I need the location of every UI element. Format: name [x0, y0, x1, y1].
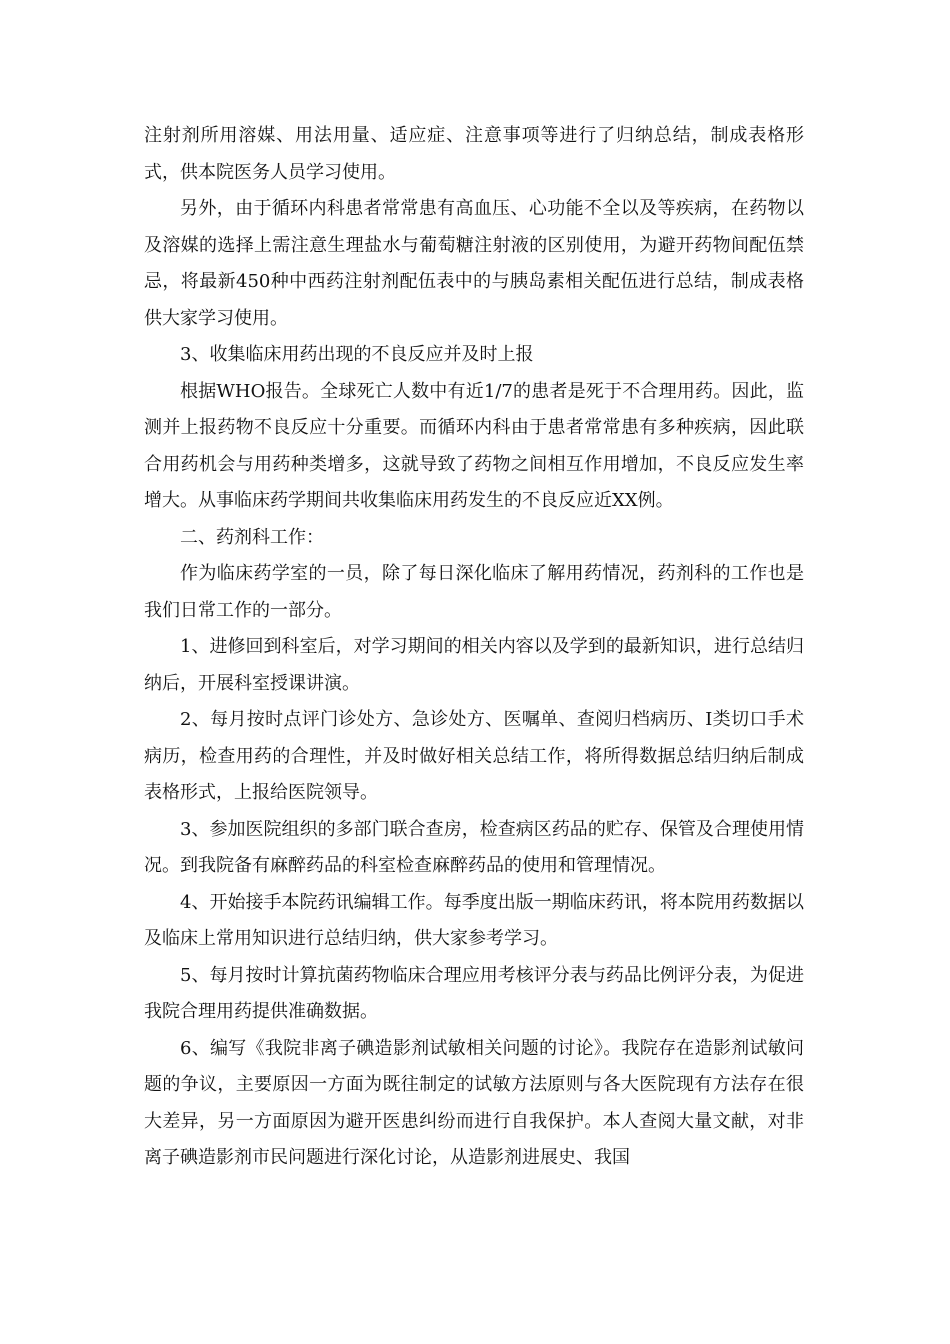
- paragraph-cardiology-medication: 另外，由于循环内科患者常常患有高血压、心功能不全以及等疾病，在药物以及溶媒的选择上需注意生理盐水与葡萄糖注射液的区别使用，为避开药物间配伍禁忌，将最新450种中西药注射剂配伍表中的与胰岛素相关配伍进行总结，制成表格供大家学习使用。: [144, 198, 804, 329]
- paragraph-continuation: 注射剂所用溶媒、用法用量、适应症、注意事项等进行了归纳总结，制成表格形式，供本院医务人员学习使用。: [144, 125, 804, 183]
- list-item-1: 1、进修回到科室后，对学习期间的相关内容以及学到的最新知识，进行总结归纳后，开展科室授课讲演。: [144, 636, 804, 694]
- paragraph-pharmacy-intro: 作为临床药学室的一员，除了每日深化临床了解用药情况，药剂科的工作也是我们日常工作的一部分。: [144, 563, 804, 621]
- list-item-5: 5、每月按时计算抗菌药物临床合理应用考核评分表与药品比例评分表，为促进我院合理用药提供准确数据。: [144, 964, 804, 1022]
- document-body: [144, 118, 804, 1177]
- section-heading-pharmacy-work: 二、药剂科工作：: [180, 526, 324, 548]
- section-heading-adverse-reactions: 3、收集临床用药出现的不良反应并及时上报: [180, 344, 534, 365]
- list-item-3: 3、参加医院组织的多部门联合查房，检查病区药品的贮存、保管及合理使用情况。到我院备有麻醉药品的科室检查麻醉药品的使用和管理情况。: [144, 818, 804, 876]
- list-item-2: 2、每月按时点评门诊处方、急诊处方、医嘱单、查阅归档病历、Ⅰ类切口手术病历，检查用药的合理性，并及时做好相关总结工作，将所得数据总结归纳后制成表格形式，上报给医院领导。: [144, 709, 804, 803]
- paragraph-who-report: 根据WHO报告。全球死亡人数中有近1/7的患者是死于不合理用药。因此，监测并上报药物不良反应十分重要。而循环内科由于患者常常患有多种疾病，因此联合用药机会与用药种类增多，这就导致了药物之间相互作用增加，不良反应发生率增大。从事临床药学期间共收集临床用药发生的不良反应近XX例。: [144, 380, 804, 511]
- list-item-4: 4、开始接手本院药讯编辑工作。每季度出版一期临床药讯，将本院用药数据以及临床上常用知识进行总结归纳，供大家参考学习。: [144, 891, 804, 949]
- list-item-6: 6、编写《我院非离子碘造影剂试敏相关问题的讨论》。我院存在造影剂试敏问题的争议，主要原因一方面为既往制定的试敏方法原则与各大医院现有方法存在很大差异，另一方面原因为避开医患纠纷而进行自我保护。本人查阅大量文献，对非离子碘造影剂市民问题进行深化讨论，从造影剂进展史、我国: [144, 1037, 804, 1168]
